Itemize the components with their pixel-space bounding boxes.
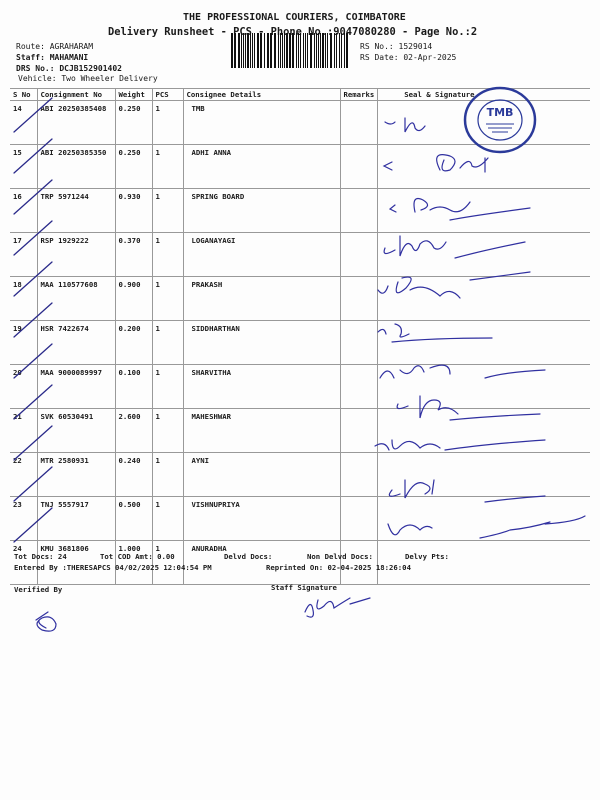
runsheet-subtitle: Delivery Runsheet - PCS - Phone No.:9047080280 - Page No.:2 — [108, 26, 478, 38]
cell-signature — [378, 189, 590, 233]
cell-consignee: SIDDHARTHAN — [183, 321, 340, 365]
cell-pcs: 1 — [152, 101, 183, 145]
cell-weight: 0.200 — [115, 321, 152, 365]
cell-remarks — [340, 409, 378, 453]
cell-sno: 16 — [10, 189, 37, 233]
cell-pcs: 1 — [152, 321, 183, 365]
cell-signature — [378, 409, 590, 453]
cell-consignee: PRAKASH — [183, 277, 340, 321]
column-header: S No — [10, 89, 37, 101]
cell-cn: ABI 20250385408 — [37, 101, 115, 145]
reprinted-on: Reprinted On: 02-04-2025 18:26:04 — [266, 563, 411, 572]
tot-cod-amount: Tot COD Amt: 0.00 — [100, 552, 175, 561]
column-header: Weight — [115, 89, 152, 101]
cell-remarks — [340, 321, 378, 365]
cell-pcs: 1 — [152, 497, 183, 541]
column-header: Seal & Signature — [378, 89, 590, 101]
bank-stamp — [462, 86, 538, 154]
cell-cn: ABI 20250385350 — [37, 145, 115, 189]
cell-remarks — [340, 453, 378, 497]
barcode — [231, 33, 350, 68]
cell-sno: 23 — [10, 497, 37, 541]
cell-consignee: MAHESHWAR — [183, 409, 340, 453]
cell-sno: 22 — [10, 453, 37, 497]
cell-cn: TRP 5971244 — [37, 189, 115, 233]
cell-pcs: 1 — [152, 409, 183, 453]
cell-remarks — [340, 101, 378, 145]
cell-cn: KMU 3681806 — [37, 541, 115, 585]
cell-weight: 0.100 — [115, 365, 152, 409]
non-delivered-docs: Non Delvd Docs: — [307, 552, 373, 561]
delivered-docs: Delvd Docs: — [224, 552, 273, 561]
table-row — [10, 189, 590, 233]
cell-consignee: AYNI — [183, 453, 340, 497]
cell-cn: MTR 2580931 — [37, 453, 115, 497]
cell-sno: 21 — [10, 409, 37, 453]
table-row — [10, 365, 590, 409]
cell-weight: 2.600 — [115, 409, 152, 453]
cell-weight: 0.930 — [115, 189, 152, 233]
runsheet-table — [10, 88, 590, 585]
cell-consignee: ADHI ANNA — [183, 145, 340, 189]
cell-cn: MAA 110577608 — [37, 277, 115, 321]
cell-sno: 20 — [10, 365, 37, 409]
tot-docs: Tot Docs: 24 — [14, 552, 67, 561]
verified-by-label: Verified By — [14, 585, 63, 594]
cell-pcs: 1 — [152, 277, 183, 321]
table-row — [10, 453, 590, 497]
cell-sno: 18 — [10, 277, 37, 321]
column-header: PCS — [152, 89, 183, 101]
column-header: Consignee Details — [183, 89, 340, 101]
cell-weight: 0.900 — [115, 277, 152, 321]
column-header: Consignment No — [37, 89, 115, 101]
cell-remarks — [340, 233, 378, 277]
cell-cn: RSP 1929222 — [37, 233, 115, 277]
cell-sno: 19 — [10, 321, 37, 365]
cell-sno: 14 — [10, 101, 37, 145]
delivery-points: Delvy Pts: — [405, 552, 449, 561]
staff: Staff: MAHAMANI — [16, 53, 89, 62]
cell-remarks — [340, 277, 378, 321]
cell-signature — [378, 321, 590, 365]
cell-signature — [378, 453, 590, 497]
cell-remarks — [340, 145, 378, 189]
cell-cn: TNJ 5557917 — [37, 497, 115, 541]
cell-pcs: 1 — [152, 453, 183, 497]
cell-consignee: SHARVITHA — [183, 365, 340, 409]
cell-signature — [378, 365, 590, 409]
cell-weight: 0.370 — [115, 233, 152, 277]
cell-remarks — [340, 365, 378, 409]
cell-cn: MAA 9000089997 — [37, 365, 115, 409]
cell-consignee: LOGANAYAGI — [183, 233, 340, 277]
rs-number: RS No.: 1529014 — [360, 42, 433, 51]
route: Route: AGRAHARAM — [16, 42, 94, 51]
cell-sno: 17 — [10, 233, 37, 277]
cell-weight: 1.000 — [115, 541, 152, 585]
cell-consignee: ANURADHA — [183, 541, 340, 585]
rs-date: RS Date: 02-Apr-2025 — [360, 53, 457, 62]
entered-by: Entered By :THERESAPCS 04/02/2025 12:04:54 PM — [14, 563, 212, 572]
table-row — [10, 277, 590, 321]
cell-cn: HSR 7422674 — [37, 321, 115, 365]
cell-sno: 15 — [10, 145, 37, 189]
drs-number: DRS No.: DCJB152901402 — [16, 64, 122, 73]
cell-consignee: TMB — [183, 101, 340, 145]
cell-weight: 0.240 — [115, 453, 152, 497]
cell-weight: 0.250 — [115, 101, 152, 145]
staff-signature-label: Staff Signature — [271, 583, 337, 592]
cell-pcs: 1 — [152, 189, 183, 233]
vehicle: Vehicle: Two Wheeler Delivery — [18, 74, 158, 83]
cell-signature — [378, 233, 590, 277]
cell-signature — [378, 277, 590, 321]
table-row — [10, 233, 590, 277]
cell-pcs: 1 — [152, 145, 183, 189]
cell-sno: 24 — [10, 541, 37, 585]
table-row — [10, 409, 590, 453]
cell-pcs: 1 — [152, 233, 183, 277]
cell-remarks — [340, 189, 378, 233]
cell-pcs: 1 — [152, 365, 183, 409]
cell-cn: SVK 60530491 — [37, 409, 115, 453]
cell-pcs: 1 — [152, 541, 183, 585]
cell-remarks — [340, 497, 378, 541]
cell-weight: 0.500 — [115, 497, 152, 541]
cell-signature — [378, 497, 590, 541]
cell-consignee: VISHNUPRIYA — [183, 497, 340, 541]
cell-consignee: SPRING BOARD — [183, 189, 340, 233]
column-header: Remarks — [340, 89, 378, 101]
svg-text:TMB: TMB — [486, 106, 514, 119]
company-title: THE PROFESSIONAL COURIERS, COIMBATORE — [183, 12, 406, 23]
table-row — [10, 321, 590, 365]
table-row — [10, 497, 590, 541]
cell-weight: 0.250 — [115, 145, 152, 189]
